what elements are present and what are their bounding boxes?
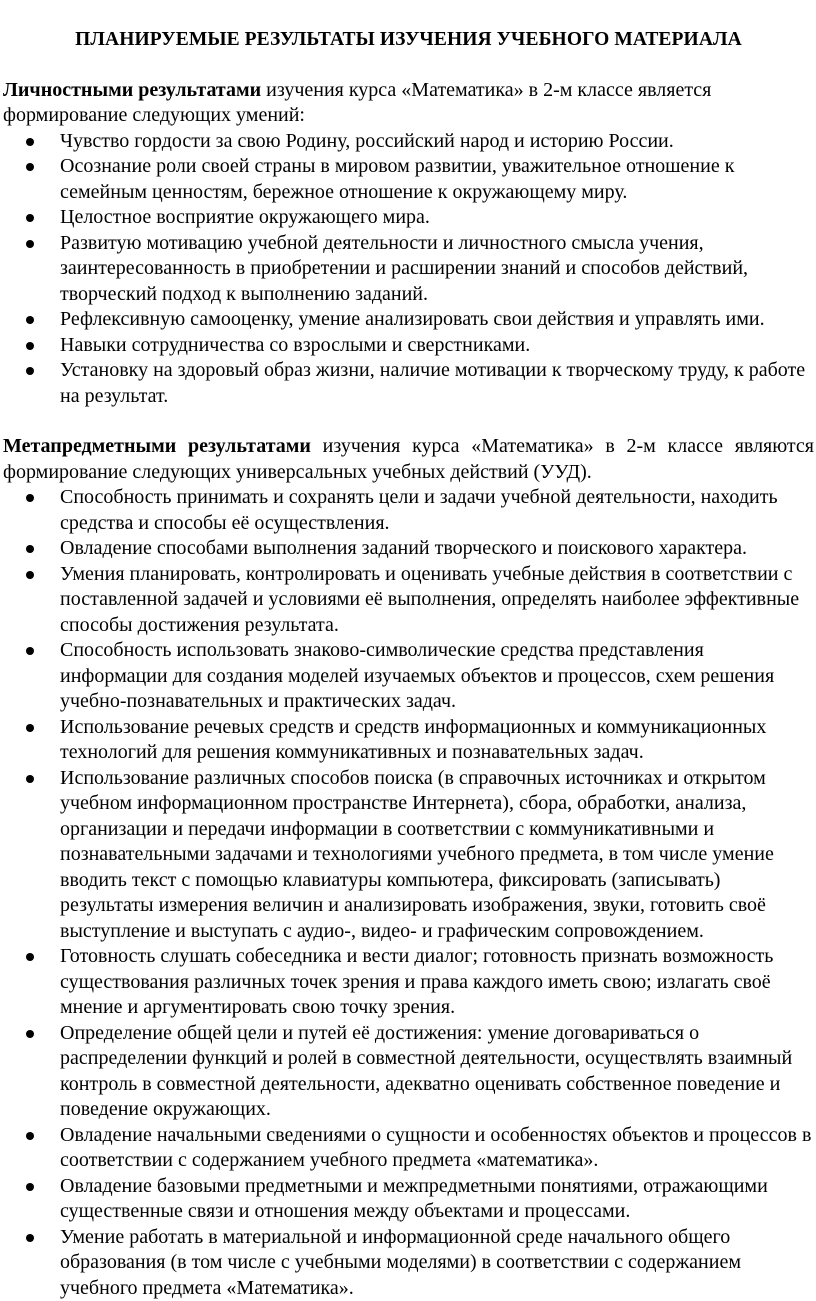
- bullet-dot-icon: [26, 1183, 34, 1191]
- meta-results-lead: Метапредметными результатами: [3, 435, 311, 457]
- list-item-text: Способность использовать знаково-символические средства представления информации для создания моделей изучаемых объектов и процессов, схем решения учебно-познавательных и практических задач.: [60, 639, 774, 712]
- meta-results-intro-text: изучения курса «Математика» в 2-м классе являются формирование следующих универсальных учебных действий (УУД).: [3, 435, 814, 483]
- personal-results-section: [3, 78, 814, 410]
- list-item: [3, 1225, 814, 1301]
- bullet-dot-icon: [26, 1132, 34, 1140]
- list-item: [3, 766, 814, 945]
- list-item: [3, 485, 814, 536]
- list-item: [3, 562, 814, 639]
- list-item-text: Способность принимать и сохранять цели и задачи учебной деятельности, находить средства и способы её осуществления.: [60, 486, 778, 534]
- bullet-dot-icon: [26, 571, 34, 579]
- list-item: [3, 154, 814, 205]
- personal-results-intro-text: изучения курса «Математика» в 2-м классе является формирование следующих умений:: [3, 79, 711, 127]
- meta-results-intro: [3, 434, 814, 485]
- list-item: [3, 333, 814, 359]
- list-item-text: Установку на здоровый образ жизни, наличие мотивации к творческому труду, к работе на результат.: [60, 359, 805, 407]
- bullet-dot-icon: [26, 316, 34, 324]
- section-spacer: [3, 409, 814, 434]
- bullet-dot-icon: [26, 494, 34, 502]
- list-item: [3, 1174, 814, 1225]
- bullet-dot-icon: [26, 138, 34, 146]
- list-item-text: Овладение базовыми предметными и межпредметными понятиями, отражающими существенные связи и отношения между объектами и процессами.: [60, 1175, 768, 1223]
- personal-results-list: [3, 129, 814, 410]
- list-item-text: Рефлексивную самооценку, умение анализировать свои действия и управлять ими.: [60, 308, 765, 330]
- bullet-dot-icon: [26, 214, 34, 222]
- bullet-dot-icon: [26, 240, 34, 248]
- list-item: [3, 1021, 814, 1123]
- list-item-text: Навыки сотрудничества со взрослыми и сверстниками.: [60, 334, 530, 356]
- list-item: [3, 1123, 814, 1174]
- personal-results-intro: [3, 78, 814, 129]
- list-item: [3, 944, 814, 1021]
- list-item-text: Овладение способами выполнения заданий творческого и поискового характера.: [60, 537, 747, 559]
- list-item-text: Развитую мотивацию учебной деятельности и личностного смысла учения, заинтересованность в приобретении и расширении знаний и способов действий, творческий подход к выполнению заданий.: [60, 232, 748, 305]
- bullet-dot-icon: [26, 775, 34, 783]
- list-item: [3, 129, 814, 155]
- meta-results-section: [3, 434, 814, 1301]
- list-item: [3, 231, 814, 308]
- list-item-text: Готовность слушать собеседника и вести диалог; готовность признать возможность существования различных точек зрения и права каждого иметь свою; излагать своё мнение и аргументировать свою точку зрения.: [60, 945, 773, 1018]
- bullet-dot-icon: [26, 953, 34, 961]
- bullet-dot-icon: [26, 1234, 34, 1242]
- list-item: [3, 358, 814, 409]
- bullet-dot-icon: [26, 647, 34, 655]
- list-item-text: Овладение начальными сведениями о сущности и особенностях объектов и процессов в соответствии с содержанием учебного предмета «математика».: [60, 1124, 811, 1172]
- list-item-text: Определение общей цели и путей её достижения: умение договариваться о распределении функций и ролей в совместной деятельности, осуществлять взаимный контроль в совместной деятельности, адекватно оценивать собственное поведение и поведение окружающих.: [60, 1022, 792, 1121]
- bullet-dot-icon: [26, 163, 34, 171]
- page-title: ПЛАНИРУЕМЫЕ РЕЗУЛЬТАТЫ ИЗУЧЕНИЯ УЧЕБНОГО МАТЕРИАЛА: [3, 27, 814, 53]
- bullet-dot-icon: [26, 342, 34, 350]
- bullet-dot-icon: [26, 724, 34, 732]
- list-item-text: Умения планировать, контролировать и оценивать учебные действия в соответствии с поставленной задачей и условиями её выполнения, определять наиболее эффективные способы достижения результата.: [60, 563, 799, 636]
- list-item-text: Использование речевых средств и средств информационных и коммуникационных технологий для решения коммуникативных и познавательных задач.: [60, 716, 766, 764]
- list-item-text: Чувство гордости за свою Родину, российский народ и историю России.: [60, 130, 674, 152]
- personal-results-lead: Личностными результатами: [3, 79, 261, 101]
- bullet-dot-icon: [26, 1030, 34, 1038]
- bullet-dot-icon: [26, 367, 34, 375]
- list-item: [3, 638, 814, 715]
- bullet-dot-icon: [26, 545, 34, 553]
- list-item: [3, 536, 814, 562]
- list-item-text: Целостное восприятие окружающего мира.: [60, 206, 430, 228]
- list-item: [3, 205, 814, 231]
- list-item: [3, 307, 814, 333]
- list-item: [3, 715, 814, 766]
- list-item-text: Использование различных способов поиска (в справочных источниках и открытом учебном информационном пространстве Интернета), сбора, обработки, анализа, организации и передачи информации в соответствии с коммуникативными и познавательными задачами и технологиями учебного предмета, в том числе умение вводить текст с помощью клавиатуры компьютера, фиксировать (записывать) результаты измерения величин и анализировать изображения, звуки, готовить своё выступление и выступать с аудио-, видео- и графическим сопровождением.: [60, 767, 774, 942]
- meta-results-list: [3, 485, 814, 1301]
- list-item-text: Умение работать в материальной и информационной среде начального общего образования (в том числе с учебными моделями) в соответствии с содержанием учебного предмета «Математика».: [60, 1226, 741, 1299]
- list-item-text: Осознание роли своей страны в мировом развитии, уважительное отношение к семейным ценностям, бережное отношение к окружающему миру.: [60, 155, 734, 203]
